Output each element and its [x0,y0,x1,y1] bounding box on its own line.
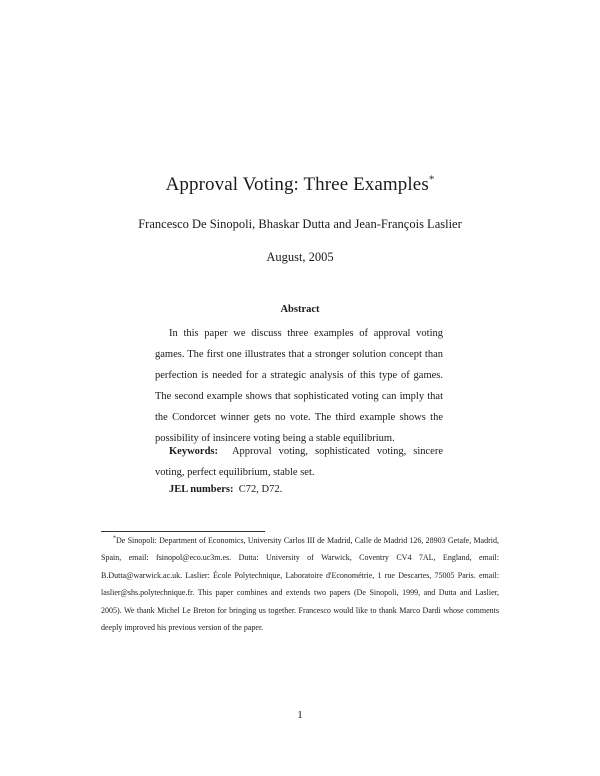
keywords [155,441,443,483]
footnote [101,532,499,636]
title-text: Approval Voting: Three Examples [165,174,429,195]
footnote-marker: * [113,535,116,542]
footnote-text: De Sinopoli: Department of Economics, University Carlos III de Madrid, Calle de Madrid 126, 28903 Getafe, Madrid, Spain, email: fsinopol@eco.uc3m.es. Dutta: University of Warwick, Coventry CV4 7AL, England, email: B.Dutta@warwick.ac.uk. Laslier: École Polytechnique, Laboratoire d'Econométrie, 1 rue Descartes, 75005 Paris. email: laslier@shs.polytechnique.fr. This paper combines and extends two papers (De Sinopoli, 1999, and Dutta and Laslier, 2005). We thank Michel Le Breton for bringing us together. Francesco would like to thank Marco Dardi whose comments deeply improved his previous version of the paper. [101,536,499,633]
abstract-body: In this paper we discuss three examples of approval voting games. The first one illustrates that a stronger solution concept than perfection is needed for a strategic analysis of this type of games. The second example shows that sophisticated voting can imply that the Condorcet winner gets no vote. The third example shows the possibility of insincere voting being a stable equilibrium. [155,328,443,444]
keywords-label: Keywords: [169,446,218,457]
page-number: 1 [297,709,303,721]
keywords-text: Approval voting, sophisticated voting, sincere voting, perfect equilibrium, stable set. [155,446,443,478]
paper-title [0,174,600,196]
date: August, 2005 [266,250,334,264]
title-footnote-marker: * [428,173,435,186]
jel-label: JEL numbers: [169,484,234,495]
authors: Francesco De Sinopoli, Bhaskar Dutta and Jean-François Laslier [138,217,462,231]
abstract-heading: Abstract [280,304,320,315]
jel-numbers [169,482,282,498]
jel-text: C72, D72. [238,484,283,495]
